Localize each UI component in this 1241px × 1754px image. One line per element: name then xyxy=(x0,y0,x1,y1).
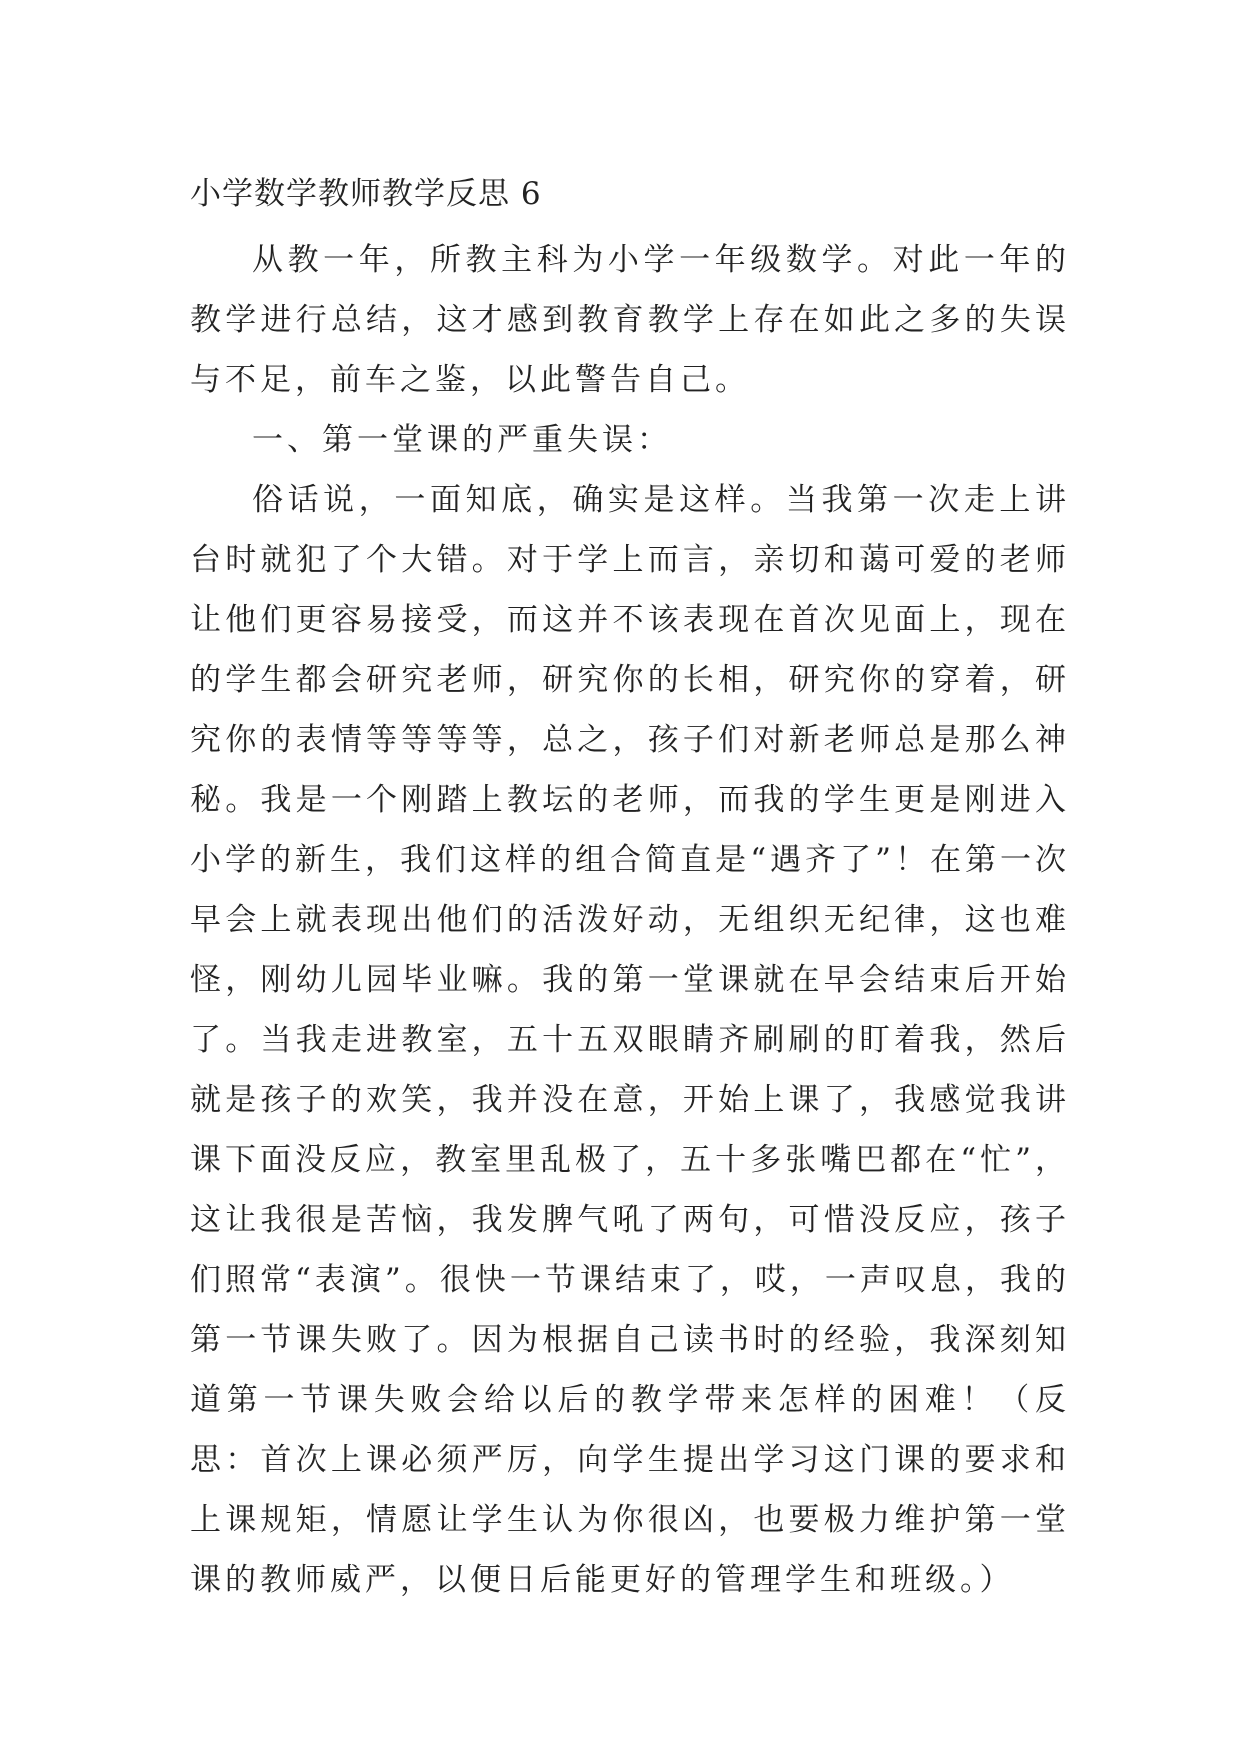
intro-paragraph: 从教一年，所教主科为小学一年级数学。对此一年的教学进行总结，这才感到教育教学上存在如此之多的失误与不足，前车之鉴，以此警告自己。 xyxy=(190,242,1070,398)
document-content xyxy=(190,164,1070,1610)
section-paragraph: 俗话说，一面知底，确实是这样。当我第一次走上讲台时就犯了个大错。对于学上而言，亲切和蔼可爱的老师让他们更容易接受，而这并不该表现在首次见面上，现在的学生都会研究老师，研究你的长相，研究你的穿着，研究你的表情等等等等，总之，孩子们对新老师总是那么神秘。我是一个刚踏上教坛的老师，而我的学生更是刚进入小学的新生，我们这样的组合简直是“遇齐了”！在第一次早会上就表现出他们的活泼好动，无组织无纪律，这也难怪，刚幼儿园毕业嘛。我的第一堂课就在早会结束后开始了。当我走进教室，五十五双眼睛齐刷刷的盯着我，然后就是孩子的欢笑，我并没在意，开始上课了，我感觉我讲课下面没反应，教室里乱极了，五十多张嘴巴都在“忙”，这让我很是苦恼，我发脾气吼了两句，可惜没反应，孩子们照常“表演”。很快一节课结束了，哎，一声叹息，我的第一节课失败了。因为根据自己读书时的经验，我深刻知道第一节课失败会给以后的教学带来怎样的困难！（反思：首次上课必须严厉，向学生提出学习这门课的要求和上课规矩，情愿让学生认为你很凶，也要极力维护第一堂课的教师威严，以便日后能更好的管理学生和班级。） xyxy=(190,482,1070,1598)
section-heading: 一、第一堂课的严重失误： xyxy=(252,422,672,458)
document-title: 小学数学教师教学反思 6 xyxy=(190,176,542,212)
